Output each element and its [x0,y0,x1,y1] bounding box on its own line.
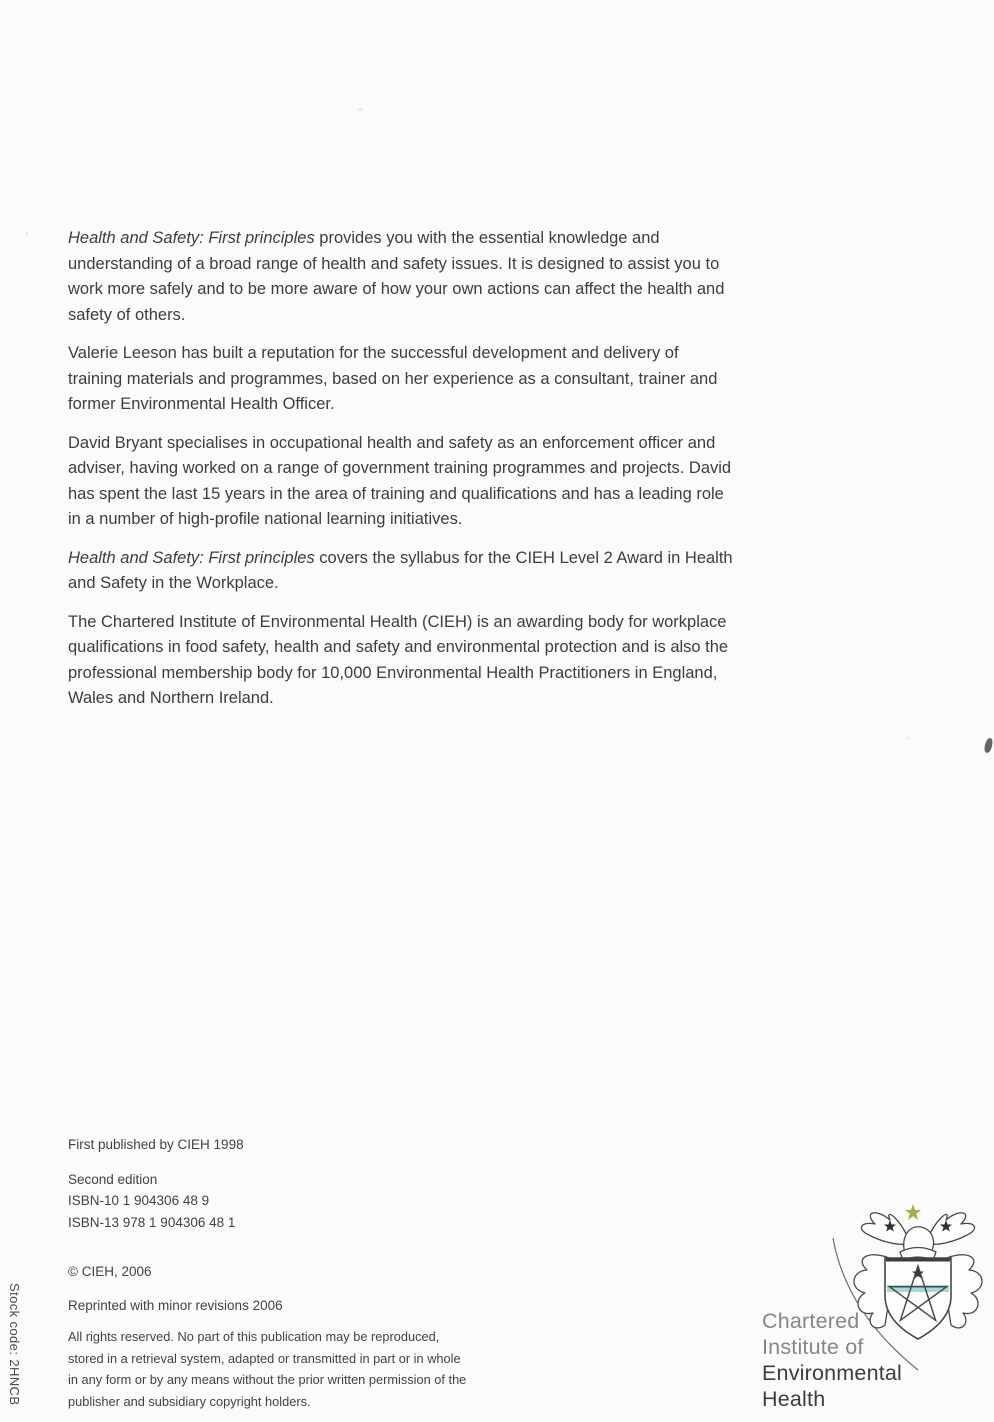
book-description [68,226,736,725]
book-title-italic: Health and Safety: First principles [68,229,315,247]
paragraph-text: Valerie Leeson has built a reputation for the successful development and delivery of training materials and programmes, based on her experience as a consultant, trainer and former Environmental Health Officer. [68,344,718,413]
isbn-10-line: ISBN-10 1 904306 48 9 [68,1193,210,1208]
first-published-line: First published by CIEH 1998 [68,1137,244,1152]
paragraph-cieh-description [68,610,736,712]
paragraph-author-valerie-leeson [68,341,736,418]
isbn-13-line: ISBN-13 978 1 904306 48 1 [68,1215,236,1230]
paragraph-text: The Chartered Institute of Environmental Health (CIEH) is an awarding body for workplace qualifications in food safety, health and safety and environmental protection and is also the professional membership body for 10,000 Environmental Health Practitioners in England, Wales and Northern Ireland. [68,612,729,707]
rights-statement: All rights reserved. No part of this publication may be reproduced, stored in a retrieval system, adapted or transmitted in part or in whole in any form or by any means without the prior written permission of the publisher and subsidiary copyright holders. [68,1329,467,1409]
edition-line: Second edition [68,1172,158,1187]
paragraph-book-summary [68,226,736,328]
reprint-line: Reprinted with minor revisions 2006 [68,1298,283,1313]
paragraph-syllabus [68,546,736,597]
paragraph-text: covers the syllabus for the CIEH Level 2 Award in Health and Safety in the Workplace. [68,548,733,592]
paragraph-text: provides you with the essential knowledge and understanding of a broad range of health and safety issues. It is designed to assist you to work more safely and to be more aware of how your own actions can affect the health and safety of others. [68,229,725,324]
crest-green-star [905,1204,921,1220]
logo-line-health: Health [762,1387,826,1411]
logo-line-chartered: Chartered [762,1309,860,1333]
scan-speck [358,108,363,111]
logo-line-environmental: Environmental [762,1361,903,1385]
scan-ink-mark [983,737,993,753]
paragraph-author-david-bryant [68,431,736,533]
cieh-wordmark [762,1308,902,1412]
logo-line-institute-of: Institute of [762,1335,864,1359]
stock-code-label: Stock code: 2HNCB [7,1283,22,1406]
paragraph-text: David Bryant specialises in occupational health and safety as an enforcement officer and adviser, having worked on a range of government training programmes and projects. David has spent the last 15 years in the area of training and qualifications and has a leading role in a number of high-profile national learning initiatives. [68,433,732,528]
book-title-italic: Health and Safety: First principles [68,548,315,567]
scan-speck [906,737,910,740]
copyright-line: © CIEH, 2006 [68,1264,152,1279]
scan-speck [25,232,28,235]
